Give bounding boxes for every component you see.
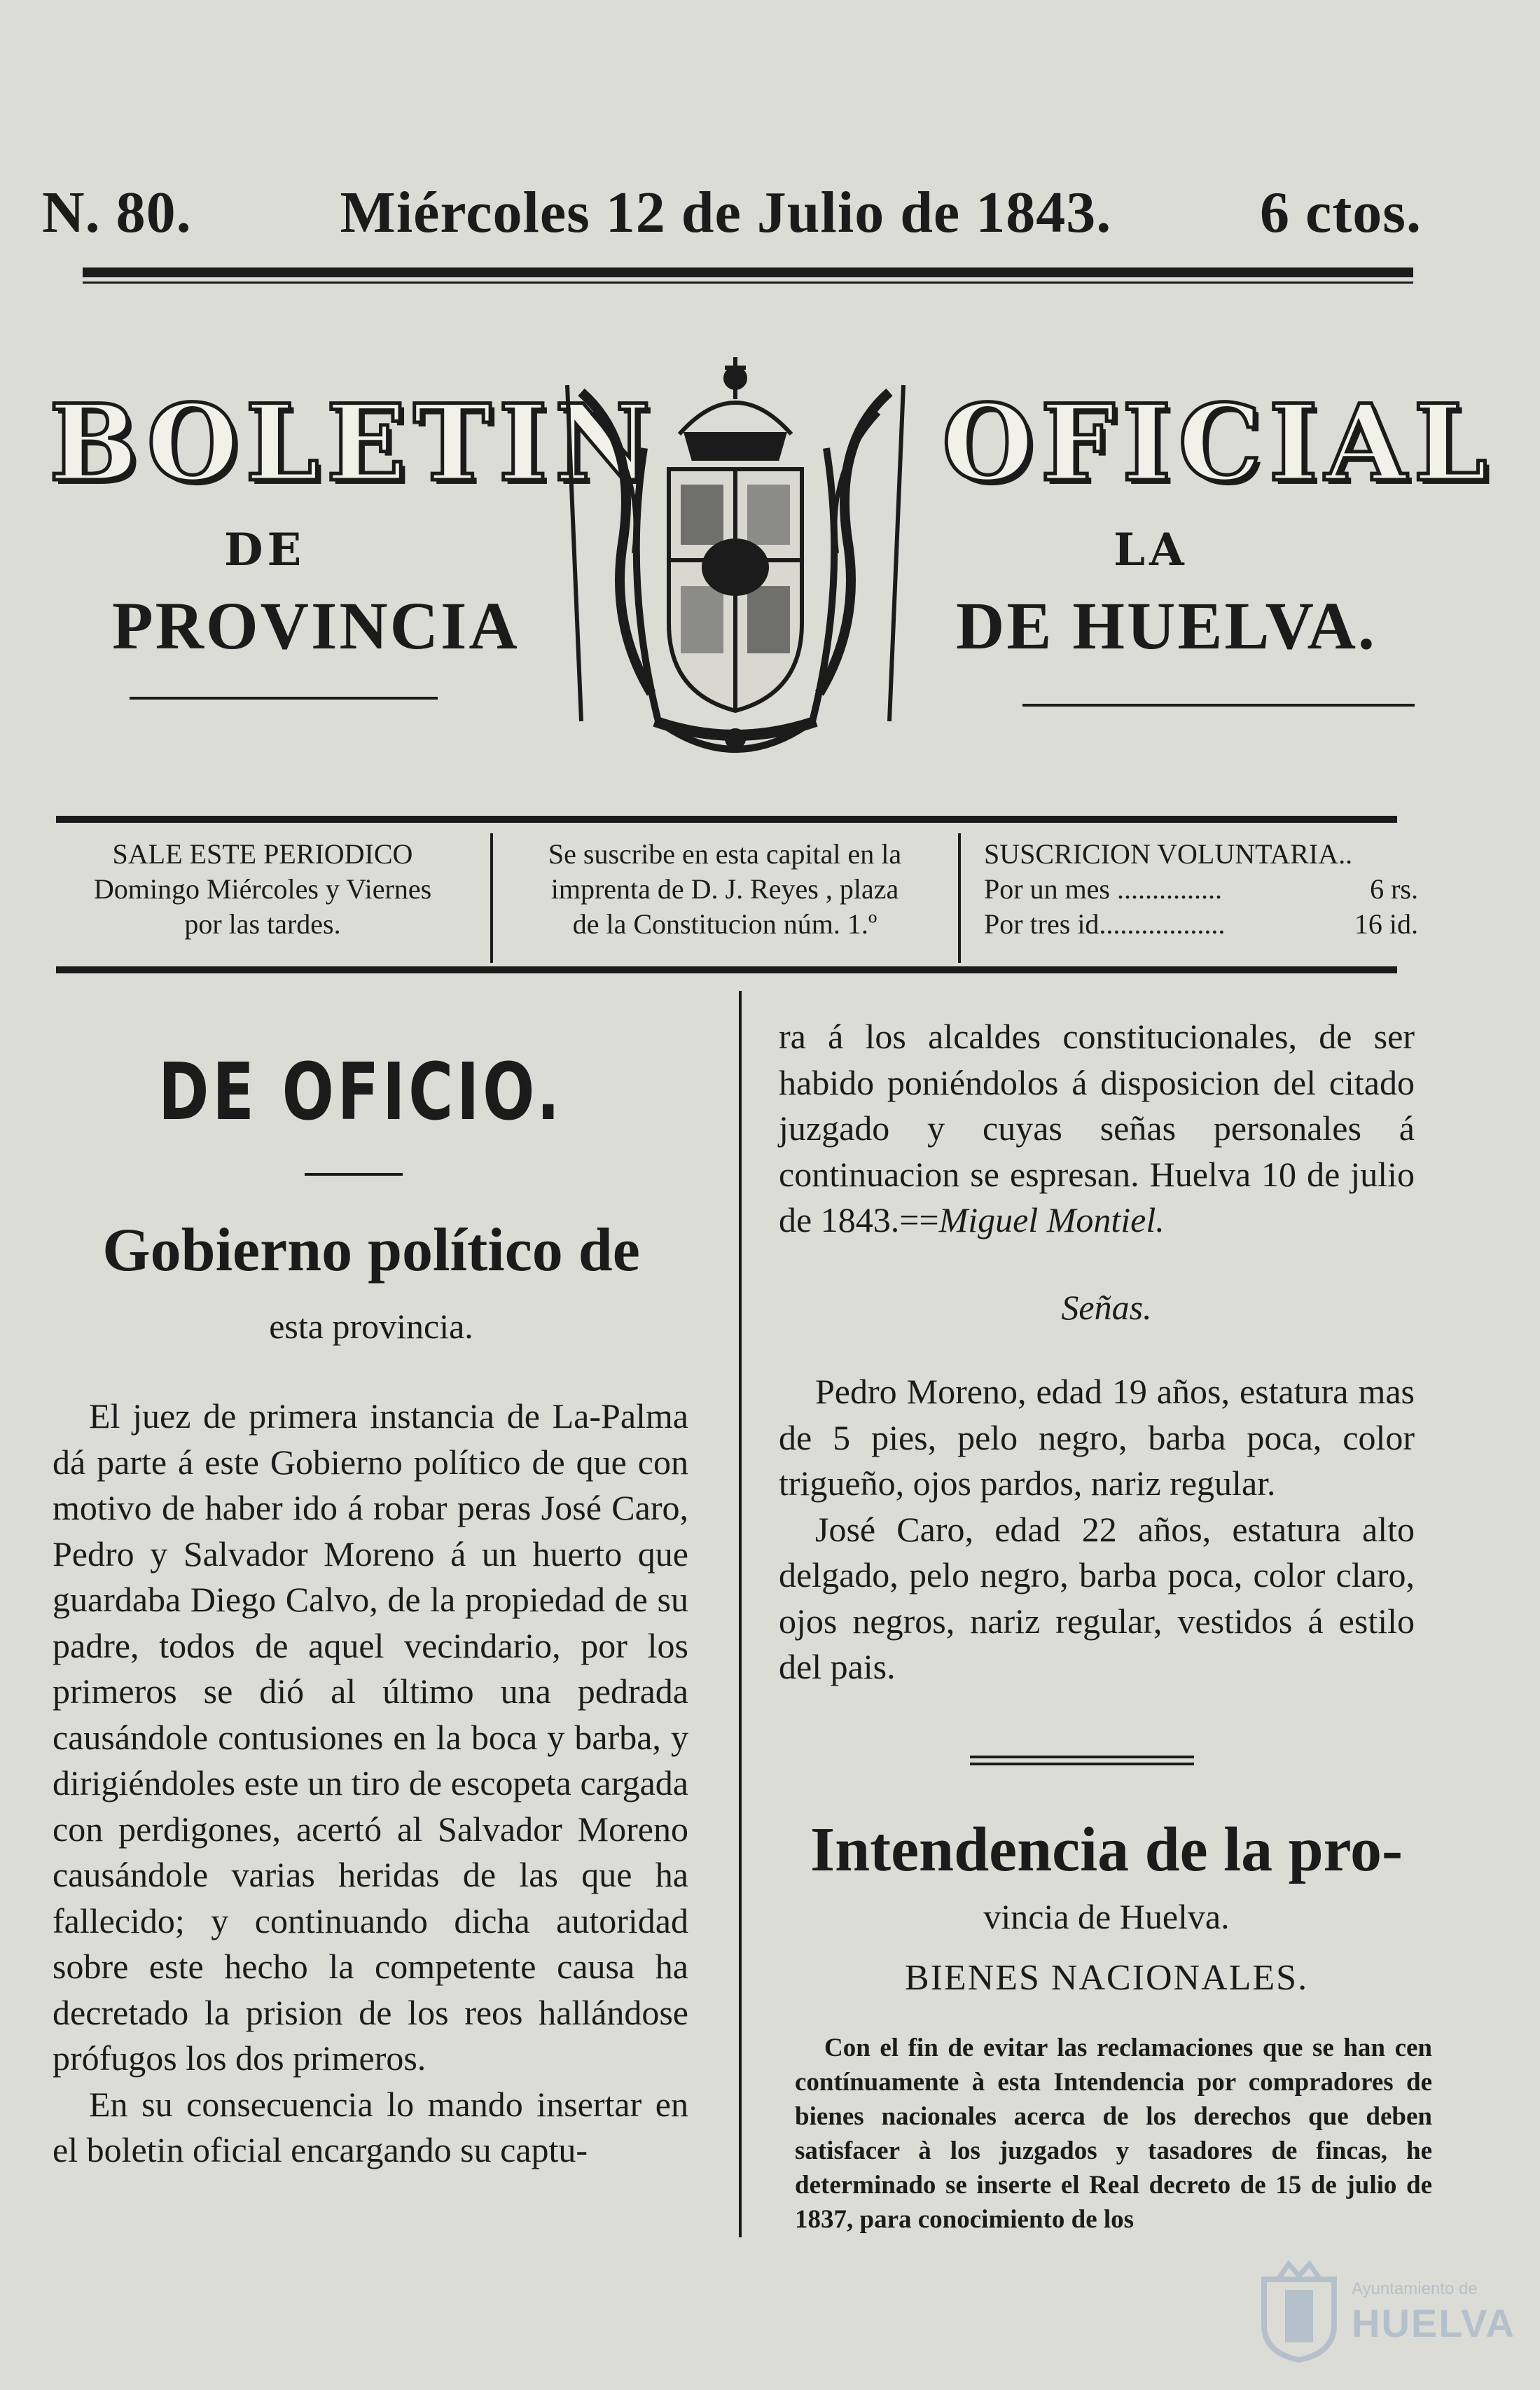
subscription-divider-2 bbox=[958, 833, 961, 963]
article-continuation bbox=[779, 1014, 1415, 1244]
section-rule bbox=[970, 1756, 1194, 1758]
header-rule bbox=[83, 268, 1413, 277]
price-row bbox=[984, 907, 1418, 942]
senas-title: Señas. bbox=[1061, 1288, 1152, 1327]
section-bienes-nacionales: BIENES NACIONALES. bbox=[904, 1958, 1309, 1998]
place-line-1: Se suscribe en esta capital en la bbox=[548, 838, 902, 870]
article-paragraph: El juez de primera instancia de La-Palma dá parte á este Gobierno político de que con motivo de haber ido á robar peras José Caro, Pedro y Salvador Moreno á un huerto que guardaba Diego Calvo, de la propiedad de su padre, todos de aquel vecindario, por los primeros se dió al último una pedrada causándole contusiones en la boca y barba, y dirigiéndoles este un tiro de escopeta cargada con perdigones, acertó al Salvador Moreno causándole varias heridas de las que ha fallecido; y continuando dicha autoridad sobre este hecho la competente causa ha decretado la prision de los reos hallándose prófugos los dos primeros. bbox=[53, 1396, 688, 2078]
article-heading-gobierno: Gobierno político de bbox=[102, 1216, 640, 1284]
column-divider bbox=[739, 991, 742, 2237]
schedule-title: SALE ESTE PERIODICO bbox=[112, 838, 413, 870]
subscription-rule-bottom bbox=[56, 966, 1397, 973]
article-subheading-provincia: esta provincia. bbox=[269, 1307, 473, 1346]
price-row bbox=[984, 872, 1418, 907]
article-subheading-huelva: vincia de Huelva. bbox=[983, 1897, 1230, 1936]
watermark-line-2: HUELVA bbox=[1352, 2301, 1515, 2345]
price-label: Por tres id.................. bbox=[984, 908, 1226, 940]
masthead-rule-left bbox=[130, 697, 438, 700]
masthead-de-huelva: DE HUELVA. bbox=[956, 588, 1377, 663]
issue-header bbox=[42, 179, 1422, 246]
watermark-line-1: Ayuntamiento de bbox=[1352, 2279, 1478, 2298]
prices-title: SUSCRICION VOLUNTARIA.. bbox=[984, 838, 1353, 870]
section-rule bbox=[970, 1763, 1194, 1765]
masthead-de: DE bbox=[224, 524, 306, 576]
section-de-oficio: DE OFICIO. bbox=[158, 1047, 564, 1138]
masthead-oficial: OFICIAL bbox=[942, 382, 1494, 505]
watermark-emblem-icon bbox=[1254, 2258, 1345, 2363]
ayuntamiento-watermark-logo bbox=[1254, 2258, 1515, 2363]
place-line-3: de la Constitucion núm. 1.º bbox=[572, 908, 877, 940]
header-rule-thin bbox=[83, 282, 1413, 284]
place-line-2: imprenta de D. J. Reyes , plaza bbox=[550, 873, 899, 905]
subscription-prices bbox=[984, 837, 1418, 942]
price-value: 6 rs. bbox=[1370, 873, 1418, 905]
article-body-bienes bbox=[795, 2031, 1432, 2237]
subscription-schedule bbox=[49, 837, 476, 942]
article-body-right bbox=[779, 1014, 1415, 1244]
continuation-text: ra á los alcaldes constitucionales, de ser habido poniéndolos á disposicion del citado juzgado y cuyas señas personales á continuacion se espresan. Huelva 10 de julio de 1843.== bbox=[779, 1017, 1415, 1239]
senas-body bbox=[779, 1369, 1415, 1690]
issue-price: 6 ctos. bbox=[1260, 180, 1422, 245]
schedule-days: Domingo Miércoles y Viernes bbox=[93, 873, 432, 905]
price-label: Por un mes ............... bbox=[984, 873, 1222, 905]
senas-paragraph: José Caro, edad 22 años, estatura alto delgado, pelo negro, barba poca, color claro, ojos negros, nariz regular, vestidos á estilo del pais. bbox=[779, 1509, 1415, 1686]
subscription-divider-1 bbox=[490, 833, 493, 963]
subscription-rule-top bbox=[56, 816, 1397, 823]
masthead-la: LA bbox=[1114, 524, 1188, 576]
issue-date: Miércoles 12 de Julio de 1843. bbox=[340, 180, 1112, 245]
signature: Miguel Montiel. bbox=[938, 1200, 1165, 1239]
issue-number: N. 80. bbox=[42, 180, 192, 245]
masthead-rule-right bbox=[1022, 704, 1415, 707]
article-heading-intendencia: Intendencia de la pro- bbox=[810, 1815, 1403, 1884]
coat-of-arms-emblem bbox=[539, 329, 931, 763]
ornament-rule bbox=[305, 1173, 403, 1176]
article-paragraph: En su consecuencia lo mando insertar en el boletin oficial encargando su captu- bbox=[53, 2084, 688, 2169]
bienes-paragraph: Con el fin de evitar las reclamaciones que se han cen contínuamente à esta Intendencia por compradores de bienes nacionales acerca de los derechos que deben satisfacer à los juzgados y tasadores de fincas, he determinado se inserte el Real decreto de 15 de julio de 1837, para conocimiento de los bbox=[795, 2034, 1432, 2234]
subscription-place bbox=[504, 837, 945, 942]
senas-paragraph: Pedro Moreno, edad 19 años, estatura mas de 5 pies, pelo negro, barba poca, color trigueño, ojos pardos, nariz regular. bbox=[779, 1372, 1415, 1503]
price-value: 16 id. bbox=[1354, 908, 1418, 940]
masthead-provincia: PROVINCIA bbox=[112, 588, 520, 663]
masthead-boletin: BOLETIN bbox=[49, 382, 658, 505]
article-body-left bbox=[53, 1394, 688, 2174]
schedule-time: por las tardes. bbox=[184, 908, 341, 940]
